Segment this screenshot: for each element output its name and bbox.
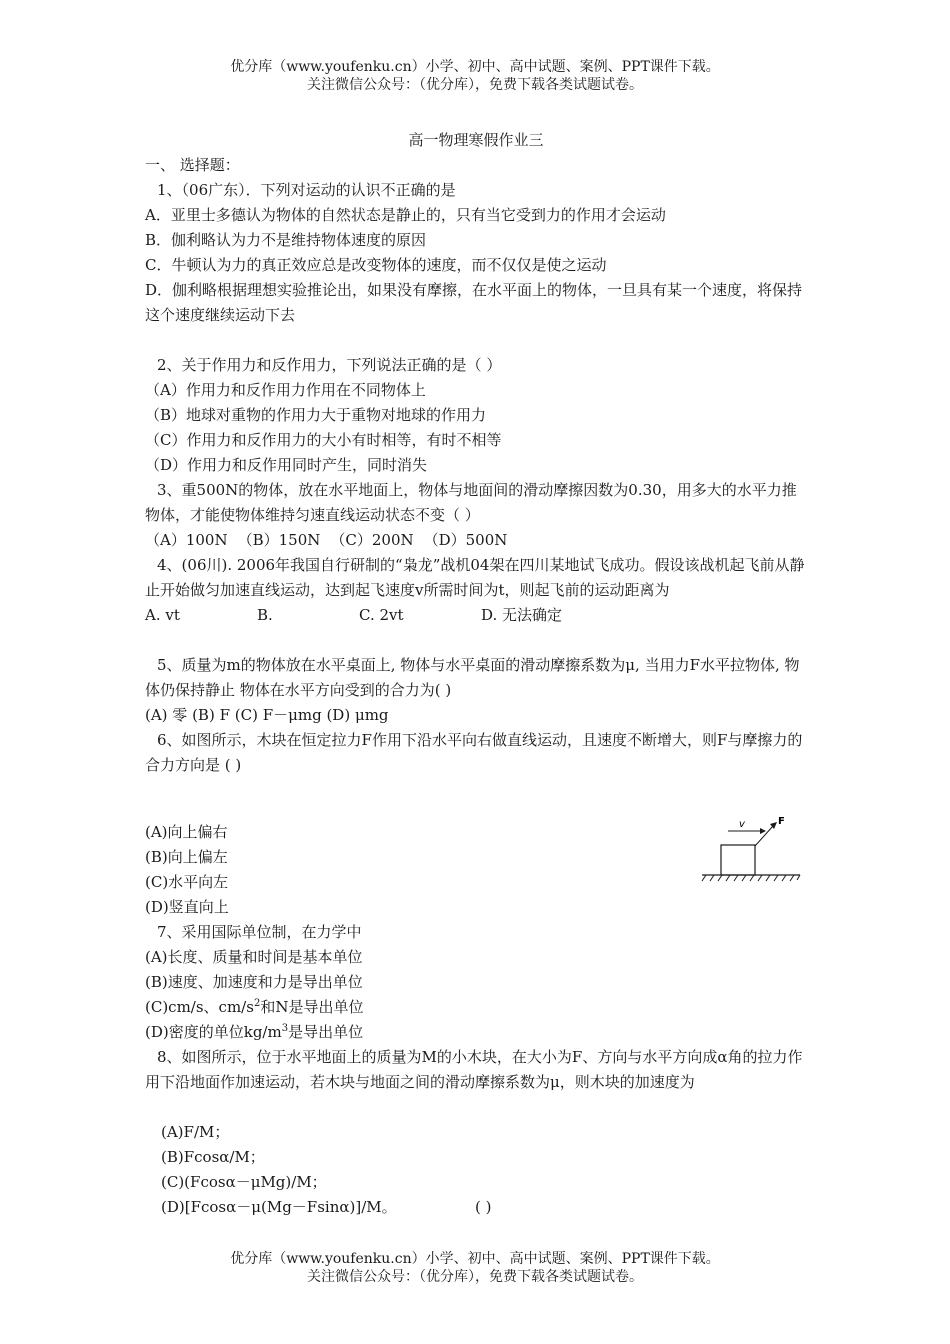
q7-stem: 7、采用国际单位制，在力学中 [157, 923, 362, 941]
q1-option-c: C．牛顿认为力的真正效应总是改变物体的速度，而不仅仅是使之运动 [145, 256, 607, 274]
q4-option-d: D. 无法确定 [481, 606, 563, 624]
page-footer [0, 1250, 950, 1286]
q4-option-a: A. vt [145, 606, 180, 624]
q8-option-c: (C)(Fcosα－μMg)/M； [161, 1173, 327, 1191]
q7-option-c-suffix: 和N是导出单位 [260, 998, 364, 1016]
q8-answer-bracket: ( ) [475, 1198, 492, 1216]
q4-options [145, 603, 807, 628]
q7-option-d-text: (D)密度的单位kg/m [145, 1023, 282, 1041]
wooden-block [721, 845, 755, 875]
q1-option-a: A．亚里士多德认为物体的自然状态是静止的，只有当它受到力的作用才会运动 [145, 206, 666, 224]
q6-option-d: (D)竖直向上 [145, 898, 229, 916]
q5-options: (A) 零 (B) F (C) F－μmg (D) μmg [145, 706, 389, 724]
page-header [0, 58, 950, 94]
q7-option-d-suffix: 是导出单位 [288, 1023, 364, 1041]
q2-option-d: （D）作用力和反作用同时产生，同时消失 [145, 456, 428, 474]
footer-line-2: 关注微信公众号：（优分库），免费下载各类试题试卷。 [307, 1269, 643, 1285]
q3-option-d: （D）500N [423, 531, 508, 549]
force-arrow [755, 826, 773, 846]
q6-option-a: (A)向上偏右 [145, 823, 228, 841]
q7-option-d [145, 1020, 807, 1045]
document-body [145, 128, 807, 778]
q8-option-d-text: (D)[Fcosα－μ(Mg－Fsinα)]/M。 [161, 1198, 397, 1216]
q6-option-b: (B)向上偏左 [145, 848, 228, 866]
q3-option-b: （B）150N [237, 531, 321, 549]
q3-options [145, 528, 807, 553]
header-line-2: 关注微信公众号：（优分库），免费下载各类试题试卷。 [307, 77, 643, 93]
q7-option-b: (B)速度、加速度和力是导出单位 [145, 973, 363, 991]
q4-option-c: C. 2vt [359, 606, 404, 624]
ground-hatching [702, 875, 800, 881]
velocity-arrowhead [760, 828, 766, 834]
footer-line-1: 优分库（www.youfenku.cn）小学、初中、高中试题、案例、PPT课件下载。 [230, 1251, 720, 1267]
q1-stem: 1、（06广东）．下列对运动的认识不正确的是 [157, 181, 456, 199]
block-force-diagram [700, 812, 810, 888]
velocity-label: v [739, 819, 745, 830]
q3-stem: 3、重500N的物体，放在水平地面上，物体与地面间的滑动摩擦因数为0.30，用多大的水平力推物体，才能使物体维持匀速直线运动状态不变（ ） [145, 481, 797, 524]
q2-option-b: （B）地球对重物的作用力大于重物对地球的作用力 [145, 406, 487, 424]
q8-option-a: (A)F/M； [161, 1123, 230, 1141]
q1-option-d: D．伽利略根据理想实验推论出，如果没有摩擦，在水平面上的物体，一旦具有某一个速度，将保持这个速度继续运动下去 [145, 281, 803, 324]
q7-option-d-superscript: 3 [281, 1023, 289, 1034]
q5-stem: 5、质量为m的物体放在水平桌面上, 物体与水平桌面的滑动摩擦系数为μ, 当用力F水平拉物体, 物体仍保持静止 物体在水平方向受到的合力为( ) [145, 656, 800, 699]
q2-option-a: （A）作用力和反作用力作用在不同物体上 [145, 381, 426, 399]
q8-option-b: (B)Fcosα/M； [161, 1148, 265, 1166]
block-force-svg [700, 812, 810, 888]
force-label: F [778, 816, 785, 827]
q4-stem: 4、(06川). 2006年我国自行研制的“枭龙”战机04架在四川某地试飞成功。假设该战机起飞前从静止开始做匀加速直线运动，达到起飞速度v所需时间为t，则起飞前的运动距离为 [145, 556, 805, 599]
q7-option-c-text: (C)cm/s、cm/s [145, 998, 254, 1016]
q8-option-d [145, 1195, 823, 1220]
q2-stem: 2、关于作用力和反作用力，下列说法正确的是（ ） [157, 356, 502, 374]
q6-option-c: (C)水平向左 [145, 873, 229, 891]
document-title: 高一物理寒假作业三 [408, 131, 544, 149]
q4-option-b: B. [257, 606, 273, 624]
q2-option-c: （C）作用力和反作用力的大小有时相等，有时不相等 [145, 431, 502, 449]
q3-option-a: （A）100N [145, 531, 228, 549]
q7-option-c-superscript: 2 [253, 998, 261, 1009]
q8-stem: 8、如图所示，位于水平地面上的质量为M的小木块，在大小为F、方向与水平方向成α角的拉力作用下沿地面作加速运动，若木块与地面之间的滑动摩擦系数为μ，则木块的加速度为 [145, 1048, 803, 1091]
section-heading: 一、 选择题： [145, 156, 240, 174]
q7-option-a: (A)长度、质量和时间是基本单位 [145, 948, 363, 966]
header-line-1: 优分库（www.youfenku.cn）小学、初中、高中试题、案例、PPT课件下载。 [230, 59, 720, 75]
q7-option-c [145, 995, 807, 1020]
q3-option-c: （C）200N [330, 531, 414, 549]
q6-stem: 6、如图所示，木块在恒定拉力F作用下沿水平向右做直线运动，且速度不断增大，则F与摩擦力的合力方向是 ( ) [145, 731, 803, 774]
q1-option-b: B．伽利略认为力不是维持物体速度的原因 [145, 231, 427, 249]
